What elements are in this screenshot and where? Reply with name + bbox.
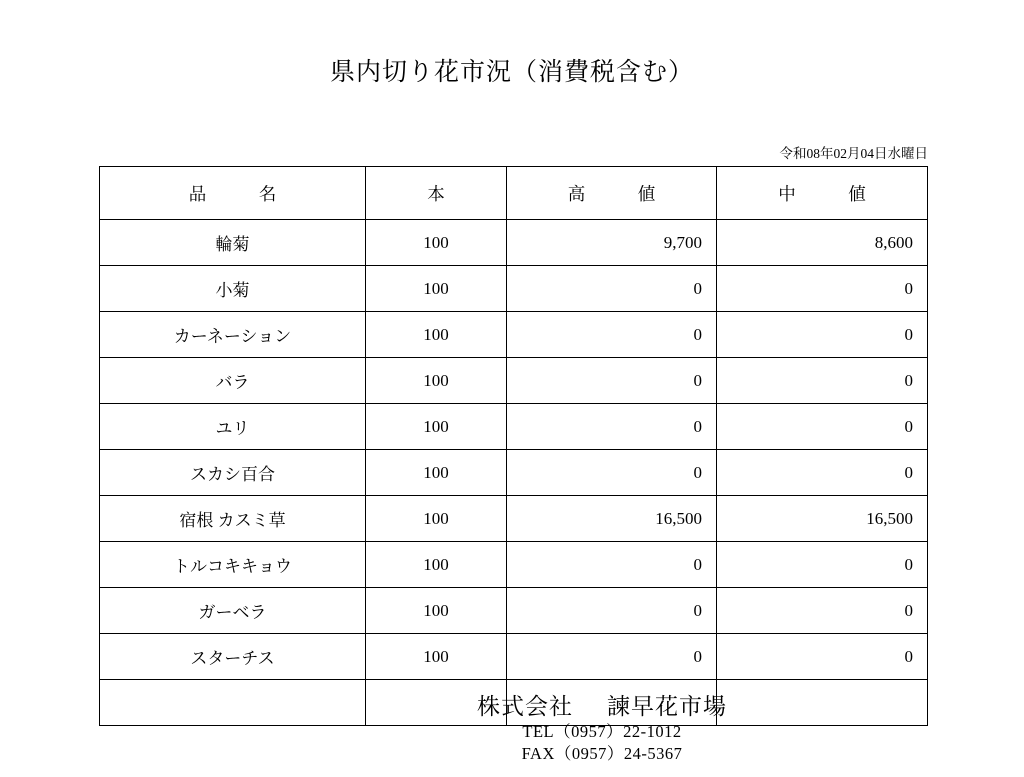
cell-name: バラ xyxy=(100,358,366,404)
column-header-name: 品 名 xyxy=(100,167,366,220)
telephone-number: TEL（0957）22-1012 xyxy=(522,722,682,742)
cell-high: 0 xyxy=(507,266,717,312)
cell-unit: 100 xyxy=(366,542,507,588)
column-header-high: 高 値 xyxy=(507,167,717,220)
company-name: 諫早花市場 xyxy=(607,694,727,719)
cell-high: 0 xyxy=(507,358,717,404)
cell-unit: 100 xyxy=(366,312,507,358)
column-header-mid: 中 値 xyxy=(717,167,928,220)
cell-name: トルコキキョウ xyxy=(100,542,366,588)
table-row xyxy=(100,496,928,542)
cell-name: スターチス xyxy=(100,634,366,680)
table-header-row xyxy=(100,167,928,220)
cell-high: 0 xyxy=(507,404,717,450)
cell-unit: 100 xyxy=(366,634,507,680)
cell-mid: 0 xyxy=(717,542,928,588)
table-row xyxy=(100,588,928,634)
page-title: 県内切り花市況（消費税含む） xyxy=(329,59,694,86)
cell-name: スカシ百合 xyxy=(100,450,366,496)
table-row xyxy=(100,312,928,358)
company-prefix: 株式会社 xyxy=(477,694,573,719)
cell-high: 0 xyxy=(507,450,717,496)
cell-unit: 100 xyxy=(366,358,507,404)
cell-unit: 100 xyxy=(366,588,507,634)
contact-block xyxy=(0,721,1024,763)
cell-name: ガーベラ xyxy=(100,588,366,634)
fax-number: FAX（0957）24-5367 xyxy=(521,743,683,763)
table-row xyxy=(100,358,928,404)
cell-high: 9,700 xyxy=(507,220,717,266)
table-row xyxy=(100,634,928,680)
cell-name: カーネーション xyxy=(100,312,366,358)
cell-mid: 0 xyxy=(717,358,928,404)
cell-high: 0 xyxy=(507,542,717,588)
cell-mid: 0 xyxy=(717,634,928,680)
table-row xyxy=(100,220,928,266)
table-row xyxy=(100,404,928,450)
document-date: 令和08年02月04日水曜日 xyxy=(779,146,928,161)
cell-unit: 100 xyxy=(366,266,507,312)
cell-name: ユリ xyxy=(100,404,366,450)
cell-mid: 0 xyxy=(717,404,928,450)
cell-name: 宿根 カスミ草 xyxy=(100,496,366,542)
cell-mid: 0 xyxy=(717,266,928,312)
cell-mid: 0 xyxy=(717,588,928,634)
cell-unit: 100 xyxy=(366,220,507,266)
table-row xyxy=(100,542,928,588)
document-footer xyxy=(0,692,1024,764)
cell-unit: 100 xyxy=(366,496,507,542)
table-row xyxy=(100,266,928,312)
table-header xyxy=(100,167,928,220)
cell-unit: 100 xyxy=(366,450,507,496)
document-page xyxy=(0,52,1024,777)
cell-name: 小菊 xyxy=(100,266,366,312)
cell-mid: 0 xyxy=(717,450,928,496)
cell-unit: 100 xyxy=(366,404,507,450)
table-body xyxy=(100,220,928,726)
table-row xyxy=(100,450,928,496)
cell-high: 16,500 xyxy=(507,496,717,542)
cell-mid: 8,600 xyxy=(717,220,928,266)
cell-high: 0 xyxy=(507,312,717,358)
cell-mid: 16,500 xyxy=(717,496,928,542)
cell-name: 輪菊 xyxy=(100,220,366,266)
cell-mid: 0 xyxy=(717,312,928,358)
company-line xyxy=(0,692,1024,721)
column-header-unit: 本 xyxy=(366,167,507,220)
market-table xyxy=(99,166,928,726)
cell-high: 0 xyxy=(507,588,717,634)
cell-high: 0 xyxy=(507,634,717,680)
